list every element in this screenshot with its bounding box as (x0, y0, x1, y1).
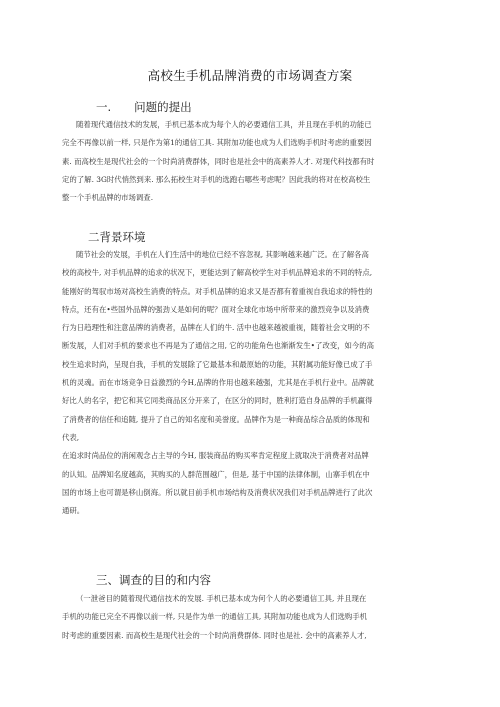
paragraph-line: 行为日趋理性和注意品牌的消费者，品牌在人们的牛. 活中也越来越被重视，随着社会文明的不 (62, 323, 370, 333)
section-heading-1: 一. 问题的提出 (96, 100, 192, 114)
paragraph-line: 代表, (62, 432, 80, 442)
paragraph-line: 好比人的名字，把它和其它同类商品区分开来了，在区分的同时，胜利打造自身品牌的手机赢得 (62, 396, 373, 406)
paragraph-line: 在追求时尚品位的消闲观念占主导的今H, 服装商品的购买率肯定程度上就取决于消费者对品牌 (62, 451, 369, 461)
paragraph-line: 整一个手机品牌的市场调查. (62, 193, 154, 203)
paragraph-line: 校生追求时尚，呈现自我，手机的发展除了它最基本和最原始的功能，其附属功能好像已成了手 (62, 359, 373, 369)
paragraph-line: 断发展，人们对手机的要求也不再是为了通信之用, 它的功能角色也渐渐发生•了改变，如今的高 (62, 341, 375, 351)
paragraph-line: 国的市场上也可谓是移山倒海。所以就目前手机市场结构及消费状况我们对手机品牌进行了此次 (62, 487, 373, 497)
document-title: 高校生手机品牌消费的市场调查方案 (147, 68, 353, 83)
paragraph-line: 素. 而高校生是现代社会的一个时尚消费群体，同时也是社会中的高素养人才. 对现代科技都有时 (62, 156, 375, 166)
paragraph-line: 机的灵魂。而在市场竞争日益激烈的今H,品牌的作用也越来越强，尤其是在手机行业中。品牌就 (62, 378, 374, 388)
paragraph-line: 随节社会的发展，手机在人们生活中的地位已经不容忽视, 其影响越来越广泛。在了解各高 (76, 250, 369, 259)
paragraph-line: 时考虑的重要因素. 而高校生是现代社会的一个时尚消费群体. 同时也是社. 会中的高素养人才, (62, 630, 367, 640)
paragraph-line: 校的高校牛, 对手机品牌的追求的状况下，更能达到了解高校学生对手机品牌追求的不同的特点, (62, 268, 373, 278)
paragraph-line: 定的了解. 3G时代悄然到来. 那么拓校生对手机的选跑右哪些考虑呢？因此我的将对在校高校生 (62, 174, 371, 184)
paragraph-line: （一泄爸目的随着现代通信技术的发展. 手机已基本成为何个人的必要通信工具, 并且现在 (76, 594, 367, 603)
paragraph-line: 的认知。品牌知名度越高，其购买的人群范围越广，但是, 基于中国的法律体制，山寨手机在中 (62, 469, 370, 479)
paragraph-line: 手机的功能已完全不再像以前一样, 只是作为单一的通信工具, 其附加功能也成为人们选购手机 (62, 612, 368, 622)
section-heading-3: 三、调查的目的和内容 (96, 573, 211, 587)
section-2-paragraph (62, 246, 434, 520)
section-heading-2: 二背景环境 (88, 230, 146, 244)
paragraph-line: 了消费者的信任和追随, 提升了自己的知名度和美誉度。品牌作为是一种商品综合品质的体现和 (62, 414, 370, 424)
section-1-paragraph (62, 116, 434, 207)
paragraph-line: 通研。 (62, 506, 85, 516)
paragraph-line: 完全不再像以前一样, 只是作为第1的通信工具. 其附加功能也成为人们选购手机时考虑的重要因 (62, 138, 372, 148)
paragraph-line: 能刚好的驾驭市场对高校生消费的特点。对手机品牌的追求又是否都有着重视自我追求的特性的 (62, 286, 373, 296)
paragraph-line: 特点，还有在•些国外品牌的强劲乂是如何的呢？面对全球化市场中所带来的激烈竞争以及消费 (62, 304, 370, 314)
paragraph-line: 随着现代通信技术的发展，手机已基本成为每个人的必要通信工具，并且现在手机的功能已 (76, 120, 372, 129)
section-3-paragraph (62, 590, 434, 645)
